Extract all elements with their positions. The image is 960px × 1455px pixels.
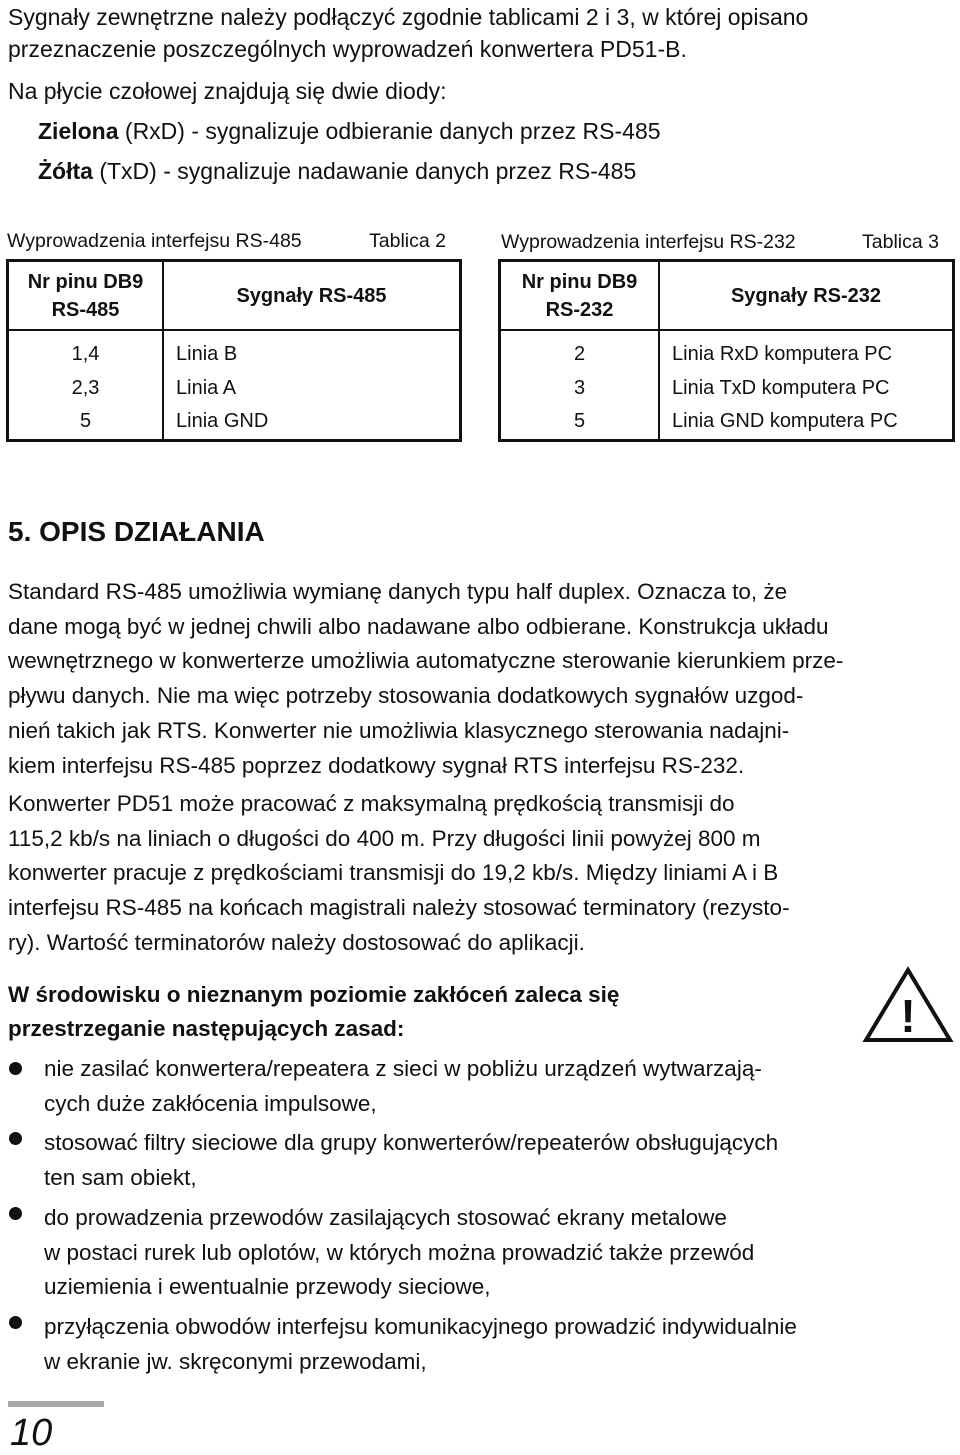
- bullet-3-line-3: uziemienia i ewentualnie przewody sieciowe,: [44, 1274, 491, 1299]
- table3-header-pin-l1: Nr pinu DB9: [521, 270, 638, 293]
- intro-line-2: przeznaczenie poszczególnych wyprowadzeń konwertera PD51-B.: [8, 36, 687, 62]
- bullet-2-line-1: stosować filtry sieciowe dla grupy konwerterów/repeaterów obsługujących: [44, 1130, 779, 1155]
- table3-pin-cell: 3: [573, 376, 586, 399]
- table2-header-signal: Sygnały RS-485: [236, 284, 387, 307]
- table3-header-pin: [501, 262, 658, 329]
- bullet-3-line-1: do prowadzenia przewodów zasilających stosować ekrany metalowe: [44, 1205, 727, 1230]
- table2-pin-cell: 2,3: [71, 376, 100, 399]
- table2-pin-cell: 5: [79, 409, 92, 432]
- led-green-name: Zielona: [38, 118, 119, 144]
- paragraph-line: kiem interfejsu RS-485 poprzez dodatkowy sygnał RTS interfejsu RS-232.: [8, 752, 745, 778]
- intro-line-3: Na płycie czołowej znajdują się dwie diody:: [8, 78, 447, 104]
- table3-header-signal: Sygnały RS-232: [730, 284, 882, 307]
- table3-caption: Wyprowadzenia interfejsu RS-232: [501, 231, 796, 253]
- bullet-4-line-2: w ekranie jw. skręconymi przewodami,: [44, 1349, 427, 1374]
- table-row: [501, 371, 952, 405]
- bullet-1-line-2: cych duże zakłócenia impulsowe,: [44, 1091, 377, 1116]
- table-row: [501, 337, 952, 371]
- table3-header-pin-l2: RS-232: [545, 298, 614, 321]
- led-yellow-name: Żółta: [38, 158, 93, 184]
- paragraph-line: 115,2 kb/s na liniach o długości do 400 m. Przy długości linii powyżej 800 m: [8, 825, 761, 851]
- bullet-dot: [9, 1132, 22, 1145]
- paragraph-line: ry). Wartość terminatorów należy dostosować do aplikacji.: [8, 929, 585, 955]
- paragraph-2: [8, 787, 954, 961]
- paragraph-line: wewnętrznego w konwerterze umożliwia automatyczne sterowanie kierunkiem prze-: [8, 648, 844, 674]
- bullet-3-line-2: w postaci rurek lub oplotów, w których można prowadzić także przewód: [44, 1240, 755, 1265]
- page-number: 10: [10, 1412, 53, 1454]
- table2-header-pin: [9, 262, 162, 329]
- table3-signal-cell: Linia GND komputera PC: [672, 409, 898, 432]
- bullet-dot: [9, 1062, 22, 1075]
- intro-line-1: Sygnały zewnętrzne należy podłączyć zgodnie tablicami 2 i 3, w której opisano: [8, 4, 809, 30]
- led-green-line: [38, 114, 661, 148]
- table3-signal-cell: Linia RxD komputera PC: [672, 342, 893, 365]
- table2-header-pin-l2: RS-485: [51, 298, 120, 321]
- bullet-dot: [9, 1207, 22, 1220]
- bullet-4-line-1: przyłączenia obwodów interfejsu komunikacyjnego prowadzić indywidualnie: [44, 1314, 797, 1339]
- warning-line-1: W środowisku o nieznanym poziomie zakłóceń zaleca się: [8, 982, 620, 1007]
- table2-caption: Wyprowadzenia interfejsu RS-485: [7, 230, 302, 252]
- table2-number: Tablica 2: [369, 230, 446, 252]
- table3-pin-cell: 2: [573, 342, 586, 365]
- paragraph-line: pływu danych. Nie ma więc potrzeby stosowania dodatkowych sygnałów uzgod-: [8, 683, 804, 709]
- page-number-bar: [8, 1401, 104, 1407]
- paragraph-line: interfejsu RS-485 na końcach magistrali należy stosować terminatory (rezysto-: [8, 895, 790, 921]
- paragraph-line: konwerter pracuje z prędkościami transmisji do 19,2 kb/s. Między liniami A i B: [8, 860, 779, 886]
- led-yellow-line: [38, 154, 636, 188]
- table-row: [9, 404, 459, 438]
- paragraph-line: dane mogą być w jednej chwili albo nadawane albo odbierane. Konstrukcja układu: [8, 613, 829, 639]
- table2-signal-cell: Linia A: [176, 376, 237, 399]
- table-row: [501, 404, 952, 438]
- table-row: [9, 371, 459, 405]
- paragraph-line: Standard RS-485 umożliwia wymianę danych typu half duplex. Oznacza to, że: [8, 579, 788, 604]
- bullet-2-line-2: ten sam obiekt,: [44, 1165, 197, 1190]
- table2-pin-cell: 1,4: [71, 342, 100, 365]
- table2-signal-cell: Linia B: [176, 342, 238, 365]
- warning-line-2: przestrzeganie następujących zasad:: [8, 1016, 405, 1041]
- paragraph-line: nień takich jak RTS. Konwerter nie umożliwia klasycznego sterowania nadajni-: [8, 717, 790, 743]
- table-rs485: [6, 259, 462, 442]
- table3-pin-cell: 5: [573, 409, 586, 432]
- paragraph-1: [8, 575, 954, 783]
- bullet-dot: [9, 1316, 22, 1329]
- table3-number: Tablica 3: [862, 231, 939, 253]
- table3-signal-cell: Linia TxD komputera PC: [672, 376, 890, 399]
- led-green-desc: (RxD) - sygnalizuje odbieranie danych przez RS-485: [118, 118, 661, 144]
- table2-header-pin-l1: Nr pinu DB9: [27, 270, 144, 293]
- warning-symbol: !: [900, 990, 916, 1042]
- led-yellow-desc: (TxD) - sygnalizuje nadawanie danych przez RS-485: [92, 158, 637, 184]
- warning-triangle-icon: [862, 966, 954, 1044]
- table-rs232: [498, 259, 955, 442]
- paragraph-line: Konwerter PD51 może pracować z maksymalną prędkością transmisji do: [8, 791, 735, 816]
- table2-signal-cell: Linia GND: [176, 409, 269, 432]
- bullet-1-line-1: nie zasilać konwertera/repeatera z sieci w pobliżu urządzeń wytwarzają-: [44, 1056, 762, 1081]
- section-title: 5. OPIS DZIAŁANIA: [8, 516, 265, 547]
- table-row: [9, 337, 459, 371]
